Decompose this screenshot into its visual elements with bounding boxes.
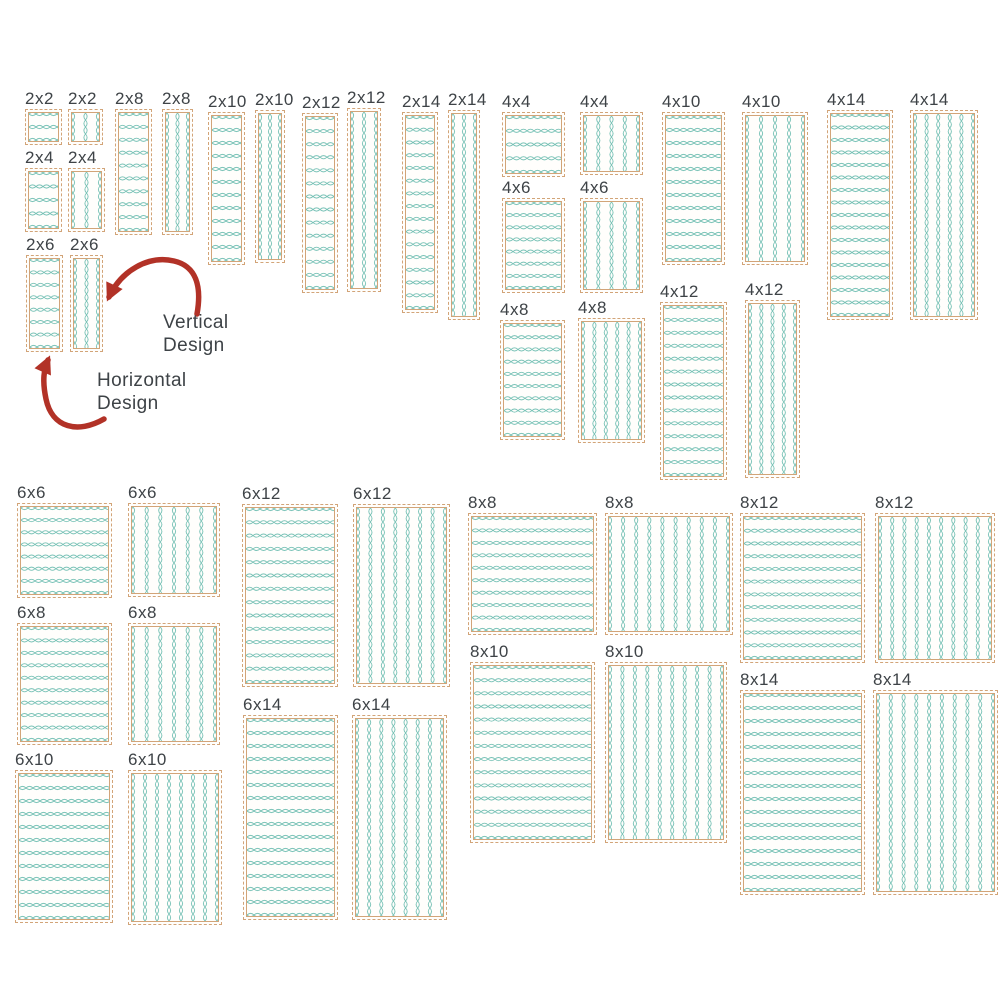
- stitch-area: [913, 113, 975, 317]
- design-6x8-horizontal: [17, 603, 112, 745]
- size-label: 2x8: [162, 89, 191, 108]
- vertical-wave-stitches: [584, 116, 639, 171]
- design-4x4-vertical: [580, 92, 643, 175]
- vertical-wave-stitches: [356, 719, 443, 916]
- size-label: 2x10: [255, 90, 294, 109]
- size-label: 2x6: [70, 235, 99, 254]
- size-label: 2x14: [448, 90, 487, 109]
- design-2x8-vertical: [162, 89, 193, 235]
- size-label: 6x6: [128, 483, 157, 502]
- stitch-area: [350, 111, 378, 289]
- vertical-wave-stitches: [259, 114, 281, 259]
- stitch-area: [608, 516, 730, 632]
- vertical-wave-stitches: [72, 113, 99, 141]
- design-2x10-horizontal: [208, 92, 247, 265]
- size-label: 4x4: [502, 92, 531, 111]
- size-label: 6x10: [15, 750, 54, 769]
- size-label: 8x14: [873, 670, 912, 689]
- size-label: 2x14: [402, 92, 441, 111]
- stitch-area: [28, 112, 59, 142]
- stitch-area: [451, 113, 477, 317]
- horizontal-wave-stitches: [506, 202, 561, 289]
- size-label: 6x12: [242, 484, 281, 503]
- size-label: 6x6: [17, 483, 46, 502]
- size-label: 8x12: [875, 493, 914, 512]
- design-6x10-vertical: [128, 750, 222, 925]
- horizontal-wave-stitches: [30, 259, 59, 348]
- size-label: 8x10: [470, 642, 509, 661]
- design-8x12-horizontal: [740, 493, 865, 663]
- vertical-wave-stitches: [582, 322, 641, 439]
- stitch-area: [71, 112, 100, 142]
- size-label: 4x12: [745, 280, 784, 299]
- size-label: 4x6: [580, 178, 609, 197]
- horizontal-wave-stitches: [29, 113, 58, 141]
- size-label: 6x10: [128, 750, 167, 769]
- size-label: 2x4: [68, 148, 97, 167]
- stitch-area: [73, 258, 100, 349]
- vertical-wave-stitches: [746, 116, 804, 261]
- size-label: 4x10: [742, 92, 781, 111]
- stitch-area: [608, 665, 724, 840]
- size-label: 8x12: [740, 493, 779, 512]
- size-label: 4x8: [500, 300, 529, 319]
- design-2x14-horizontal: [402, 92, 441, 313]
- vertical-wave-stitches: [749, 304, 796, 474]
- horizontal-design-label-line1: Horizontal: [97, 370, 187, 391]
- stitch-area: [71, 171, 102, 229]
- vertical-wave-stitches: [877, 694, 994, 891]
- vertical-wave-stitches: [72, 172, 101, 228]
- size-label: 4x8: [578, 298, 607, 317]
- design-6x14-vertical: [352, 695, 447, 920]
- vertical-wave-stitches: [609, 517, 729, 631]
- size-label: 2x8: [115, 89, 144, 108]
- design-6x10-horizontal: [15, 750, 113, 923]
- stitch-area: [20, 626, 109, 742]
- size-label: 2x12: [302, 93, 341, 112]
- horizontal-wave-stitches: [504, 324, 561, 436]
- stitch-area: [211, 115, 242, 262]
- vertical-wave-stitches: [351, 112, 377, 288]
- stitch-area: [305, 116, 335, 290]
- horizontal-wave-stitches: [664, 306, 723, 476]
- stitch-area: [503, 323, 562, 437]
- horizontal-design-arrow-icon: [44, 360, 104, 427]
- design-8x10-vertical: [605, 642, 727, 843]
- design-4x10-horizontal: [662, 92, 725, 265]
- vertical-design-label: [163, 311, 229, 357]
- size-label: 4x4: [580, 92, 609, 111]
- design-6x6-horizontal: [17, 483, 112, 598]
- design-8x10-horizontal: [470, 642, 595, 843]
- stitch-area: [743, 693, 862, 892]
- vertical-wave-stitches: [357, 508, 446, 683]
- design-2x4-horizontal: [25, 148, 62, 232]
- size-label: 6x12: [353, 484, 392, 503]
- stitch-area: [258, 113, 282, 260]
- stitch-area: [583, 115, 640, 172]
- size-label: 8x14: [740, 670, 779, 689]
- horizontal-wave-stitches: [474, 666, 591, 839]
- vertical-design-label-line2: Design: [163, 335, 225, 356]
- design-2x10-vertical: [255, 90, 294, 263]
- stitch-area: [473, 665, 592, 840]
- vertical-design-label-line1: Vertical: [163, 312, 229, 333]
- stitch-area: [505, 115, 562, 174]
- design-4x10-vertical: [742, 92, 808, 265]
- size-label: 2x12: [347, 88, 386, 107]
- size-label: 8x10: [605, 642, 644, 661]
- design-4x8-horizontal: [500, 300, 565, 440]
- stitch-area: [245, 507, 335, 684]
- design-2x8-horizontal: [115, 89, 152, 235]
- vertical-wave-stitches: [132, 627, 216, 741]
- stitch-area: [471, 516, 594, 632]
- design-8x12-vertical: [875, 493, 995, 663]
- size-label: 6x8: [128, 603, 157, 622]
- stitch-area: [20, 506, 109, 595]
- stitch-area: [748, 303, 797, 475]
- size-label: 4x12: [660, 282, 699, 301]
- size-label: 4x14: [827, 90, 866, 109]
- stitch-area: [28, 171, 59, 229]
- size-label: 2x2: [68, 89, 97, 108]
- horizontal-wave-stitches: [247, 719, 334, 916]
- stitch-area: [663, 305, 724, 477]
- horizontal-wave-stitches: [29, 172, 58, 228]
- horizontal-wave-stitches: [406, 116, 434, 309]
- design-6x8-vertical: [128, 603, 220, 745]
- design-2x2-horizontal: [25, 89, 62, 145]
- design-8x14-horizontal: [740, 670, 865, 895]
- stitch-area: [165, 112, 190, 232]
- stitch-area: [118, 112, 149, 232]
- stitch-area: [356, 507, 447, 684]
- horizontal-wave-stitches: [472, 517, 593, 631]
- design-2x2-vertical: [68, 89, 103, 145]
- design-4x12-horizontal: [660, 282, 727, 480]
- vertical-wave-stitches: [166, 113, 189, 231]
- design-6x12-vertical: [353, 484, 450, 687]
- stitch-area: [131, 506, 217, 594]
- vertical-wave-stitches: [914, 114, 974, 316]
- size-label: 2x10: [208, 92, 247, 111]
- design-8x8-vertical: [605, 493, 733, 635]
- design-2x4-vertical: [68, 148, 105, 232]
- design-8x8-horizontal: [468, 493, 597, 635]
- design-2x6-vertical: [70, 235, 103, 352]
- stitch-area: [581, 321, 642, 440]
- stitch-area: [830, 113, 890, 317]
- vertical-wave-stitches: [879, 517, 991, 659]
- size-label: 6x14: [243, 695, 282, 714]
- size-label: 2x2: [25, 89, 54, 108]
- stitch-area: [246, 718, 335, 917]
- horizontal-wave-stitches: [744, 694, 861, 891]
- size-label: 2x6: [26, 235, 55, 254]
- design-4x4-horizontal: [502, 92, 565, 177]
- horizontal-wave-stitches: [246, 508, 334, 683]
- horizontal-design-label-line2: Design: [97, 393, 159, 414]
- stitch-area: [131, 626, 217, 742]
- horizontal-design-label: [97, 369, 187, 415]
- horizontal-wave-stitches: [19, 774, 109, 919]
- size-label: 6x14: [352, 695, 391, 714]
- design-4x6-horizontal: [502, 178, 565, 293]
- vertical-design-arrow-icon: [109, 260, 199, 314]
- size-label: 8x8: [605, 493, 634, 512]
- size-label: 4x6: [502, 178, 531, 197]
- horizontal-wave-stitches: [212, 116, 241, 261]
- design-2x14-vertical: [448, 90, 487, 320]
- stitch-area: [505, 201, 562, 290]
- size-label: 4x14: [910, 90, 949, 109]
- design-4x14-vertical: [910, 90, 978, 320]
- design-2x12-vertical: [347, 88, 386, 292]
- stitch-area: [876, 693, 995, 892]
- stitch-area: [405, 115, 435, 310]
- stitch-area: [583, 201, 640, 290]
- size-label: 4x10: [662, 92, 701, 111]
- horizontal-wave-stitches: [506, 116, 561, 173]
- horizontal-wave-stitches: [744, 517, 861, 659]
- horizontal-wave-stitches: [831, 114, 889, 316]
- size-label: 2x4: [25, 148, 54, 167]
- vertical-wave-stitches: [609, 666, 723, 839]
- vertical-wave-stitches: [132, 507, 216, 593]
- stitch-area: [29, 258, 60, 349]
- stitch-area: [18, 773, 110, 920]
- horizontal-wave-stitches: [119, 113, 148, 231]
- stitch-area: [743, 516, 862, 660]
- design-4x12-vertical: [745, 280, 800, 478]
- design-2x6-horizontal: [26, 235, 63, 352]
- design-2x12-horizontal: [302, 93, 341, 293]
- design-4x14-horizontal: [827, 90, 893, 320]
- vertical-wave-stitches: [74, 259, 99, 348]
- vertical-wave-stitches: [452, 114, 476, 316]
- stitch-area: [745, 115, 805, 262]
- design-6x12-horizontal: [242, 484, 338, 687]
- horizontal-wave-stitches: [306, 117, 334, 289]
- design-6x6-vertical: [128, 483, 220, 597]
- size-label: 8x8: [468, 493, 497, 512]
- horizontal-wave-stitches: [666, 116, 721, 261]
- design-6x14-horizontal: [243, 695, 338, 920]
- stitch-area: [355, 718, 444, 917]
- horizontal-wave-stitches: [21, 627, 108, 741]
- design-4x8-vertical: [578, 298, 645, 443]
- stitch-area: [878, 516, 992, 660]
- design-8x14-vertical: [873, 670, 998, 895]
- vertical-wave-stitches: [132, 774, 218, 921]
- stitch-area: [131, 773, 219, 922]
- vertical-wave-stitches: [584, 202, 639, 289]
- design-4x6-vertical: [580, 178, 643, 293]
- size-label: 6x8: [17, 603, 46, 622]
- horizontal-wave-stitches: [21, 507, 108, 594]
- stitch-area: [665, 115, 722, 262]
